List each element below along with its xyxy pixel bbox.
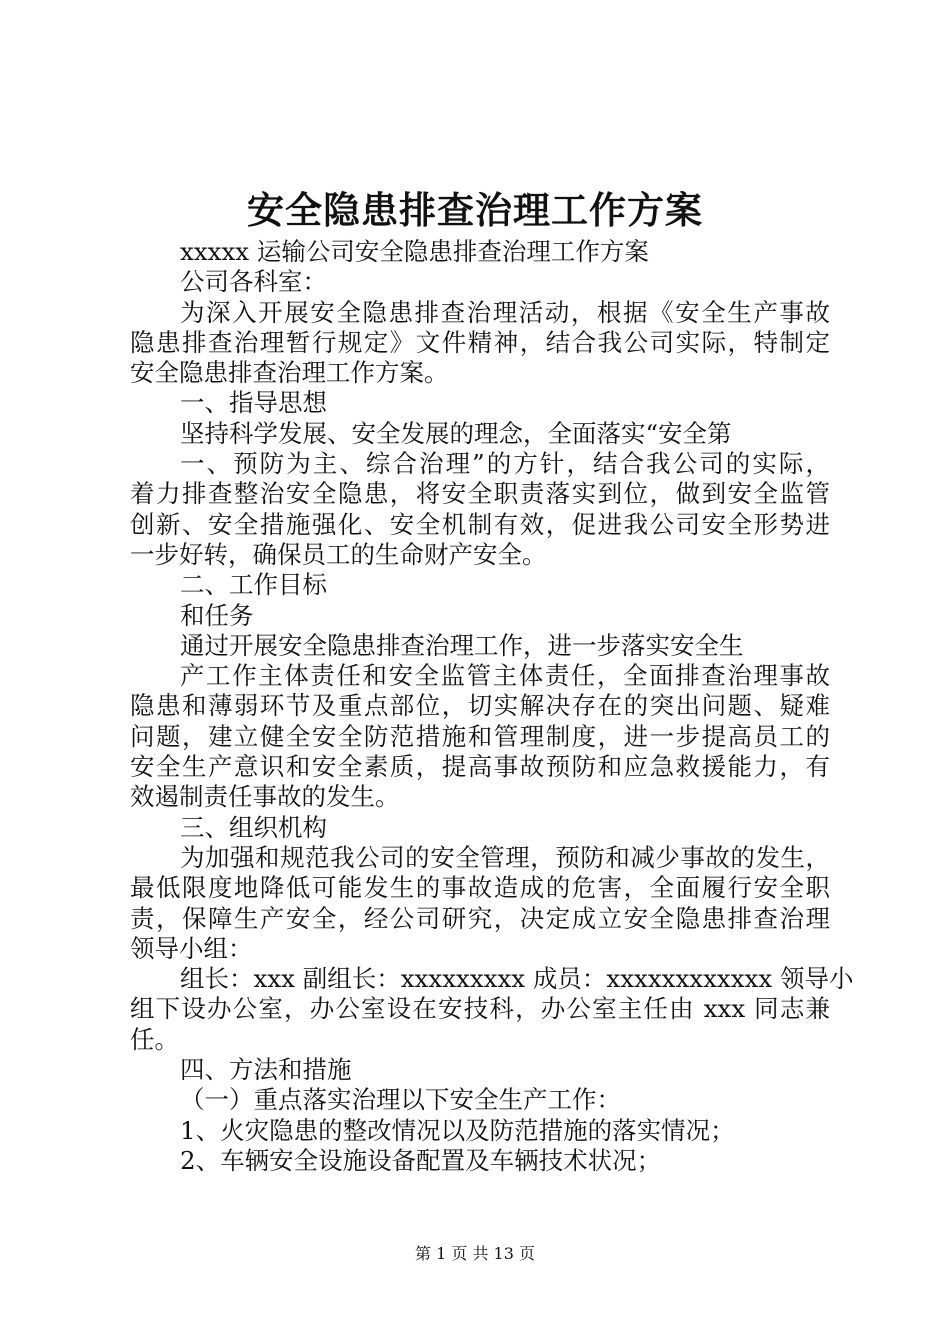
body-line: 领导小组： <box>130 933 253 963</box>
body-line: 责，保障生产安全，经公司研究，决定成立安全隐患排查治理 <box>130 903 830 933</box>
document-body <box>130 237 854 1176</box>
body-line: 坚持科学发展、安全发展的理念，全面落实“安全第 <box>180 418 732 448</box>
body-line: 产工作主体责任和安全监管主体责任，全面排查治理事故 <box>180 661 830 691</box>
body-line: 一、预防为主、综合治理”的方针，结合我公司的实际， <box>180 449 830 479</box>
body-line: （一）重点落实治理以下安全生产工作： <box>180 1085 621 1115</box>
body-line: 三、组织机构 <box>180 812 327 842</box>
body-line: 和任务 <box>180 600 254 630</box>
body-line: 安全隐患排查治理工作方案。 <box>130 358 449 388</box>
body-line: 隐患和薄弱环节及重点部位，切实解决存在的突出问题、疑难 <box>130 691 830 721</box>
body-line: 一、指导思想 <box>180 388 327 418</box>
document-title: 安全隐患排查治理工作方案 <box>247 188 703 232</box>
body-line: 一步好转，确保员工的生命财产安全。 <box>130 539 547 569</box>
body-line: 安全生产意识和安全素质，提高事故预防和应急救援能力，有 <box>130 752 830 782</box>
body-line: 最低限度地降低可能发生的事故造成的危害，全面履行安全职 <box>130 873 830 903</box>
body-line: 通过开展安全隐患排查治理工作，进一步落实安全生 <box>180 630 744 660</box>
body-line: 问题，建立健全安全防范措施和管理制度，进一步提高员工的 <box>130 721 830 751</box>
body-line: 二、工作目标 <box>180 570 327 600</box>
body-line: 任。 <box>130 1024 179 1054</box>
body-line: 为深入开展安全隐患排查治理活动，根据《安全生产事故 <box>180 297 830 327</box>
body-line: xxxxx 运输公司安全隐患排查治理工作方案 <box>180 237 649 266</box>
body-line: 效遏制责任事故的发生。 <box>130 782 400 812</box>
page-footer: 第 1 页 共 13 页 <box>415 1244 535 1263</box>
body-line: 创新、安全措施强化、安全机制有效，促进我公司安全形势进 <box>130 509 830 539</box>
body-line: 2、车辆安全设施设备配置及车辆技术状况； <box>180 1145 662 1175</box>
body-line: 公司各科室： <box>180 267 327 297</box>
body-line: 组长：xxx 副组长：xxxxxxxxx 成员：xxxxxxxxxxxx 领导小 <box>180 964 854 994</box>
body-line: 为加强和规范我公司的安全管理，预防和减少事故的发生， <box>180 842 830 872</box>
body-line: 着力排查整治安全隐患，将安全职责落实到位，做到安全监管 <box>130 479 830 509</box>
body-line: 隐患排查治理暂行规定》文件精神，结合我公司实际，特制定 <box>130 327 830 357</box>
body-line: 组下设办公室，办公室设在安技科，办公室主任由 xxx 同志兼 <box>130 994 830 1024</box>
body-line: 四、方法和措施 <box>180 1055 352 1085</box>
body-line: 1、火灾隐患的整改情况以及防范措施的落实情况； <box>180 1115 735 1145</box>
